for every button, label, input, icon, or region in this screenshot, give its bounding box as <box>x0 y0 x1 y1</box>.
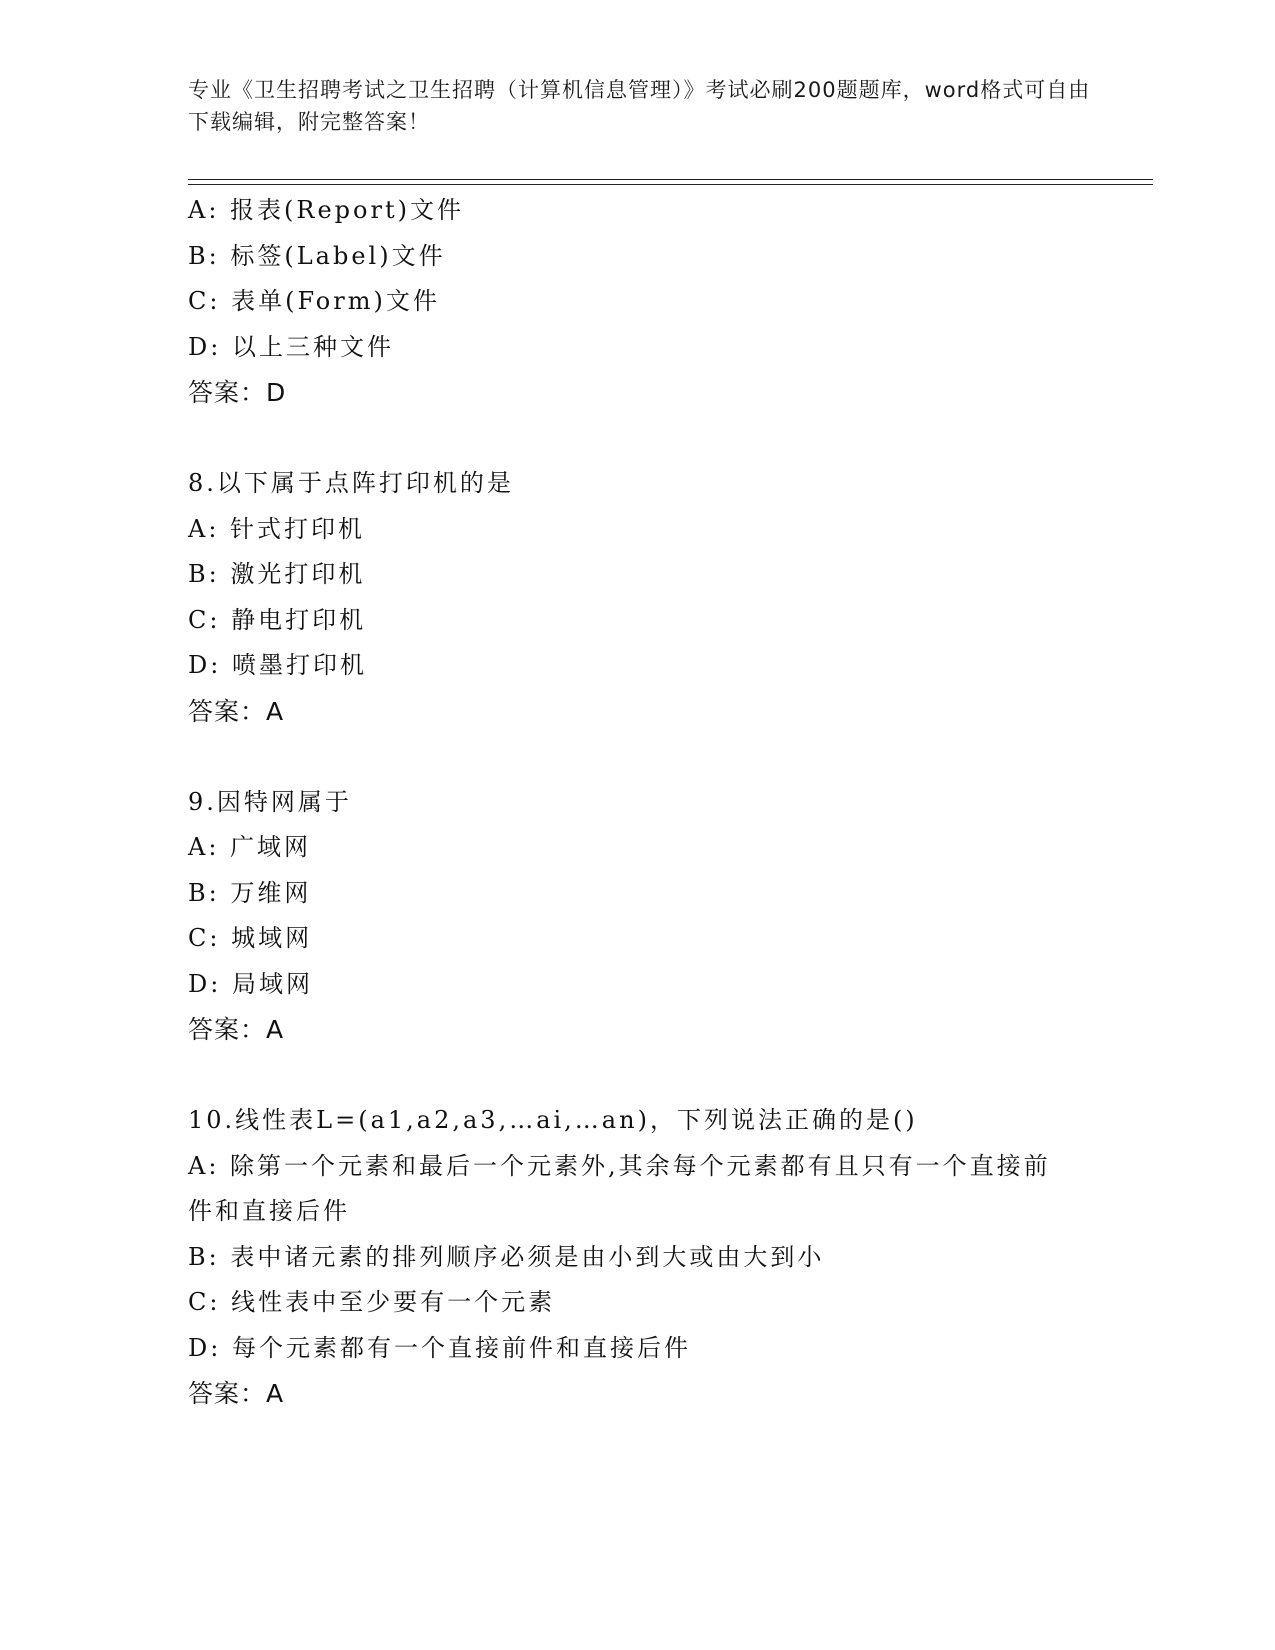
question-stem: 9.因特网属于 <box>188 787 352 816</box>
question-8-block <box>188 461 1088 734</box>
option-a: A: 针式打印机 <box>188 514 366 543</box>
prev-question-block <box>188 188 1088 416</box>
question-content <box>188 188 1088 1417</box>
option-d: D: 喷墨打印机 <box>188 651 367 679</box>
option-b: B: 激光打印机 <box>188 560 366 588</box>
option-b: B: 万维网 <box>188 878 312 907</box>
header-rule-top <box>188 179 1153 180</box>
header-rule-bottom <box>188 184 1153 185</box>
option-b: B: 表中诸元素的排列顺序必须是由小到大或由大到小 <box>188 1242 825 1271</box>
option-c: C: 线性表中至少要有一个元素 <box>188 1288 556 1316</box>
option-c: C: 静电打印机 <box>188 605 367 634</box>
spacer <box>188 734 1088 780</box>
answer-line: 答案：A <box>188 1379 285 1408</box>
question-stem: 10.线性表L=(a1,a2,a3,…ai,…an)，下列说法正确的是() <box>188 1106 918 1134</box>
question-stem: 8.以下属于点阵打印机的是 <box>188 469 514 497</box>
option-c: C: 城域网 <box>188 924 313 952</box>
spacer <box>188 1053 1088 1099</box>
option-d: D: 以上三种文件 <box>188 332 394 361</box>
option-a: A: 广域网 <box>188 833 312 861</box>
question-10-block <box>188 1098 1088 1417</box>
option-a: A: 报表(Report)文件 <box>188 196 464 224</box>
question-9-block <box>188 780 1088 1053</box>
option-a: A: 除第一个元素和最后一个元素外,其余每个元素都有且只有一个直接前件和直接后件 <box>188 1151 1051 1225</box>
option-d: D: 每个元素都有一个直接前件和直接后件 <box>188 1333 691 1362</box>
answer-line: 答案：A <box>188 696 285 726</box>
answer-line: 答案：D <box>188 378 287 407</box>
option-c: C: 表单(Form)文件 <box>188 287 440 315</box>
spacer <box>188 416 1088 462</box>
document-header: 专业《卫生招聘考试之卫生招聘（计算机信息管理）》考试必刷200题题库，word格式可自由下载编辑，附完整答案！ <box>188 78 1091 134</box>
option-b: B: 标签(Label)文件 <box>188 241 446 270</box>
answer-line: 答案：A <box>188 1015 285 1044</box>
option-d: D: 局域网 <box>188 969 313 998</box>
